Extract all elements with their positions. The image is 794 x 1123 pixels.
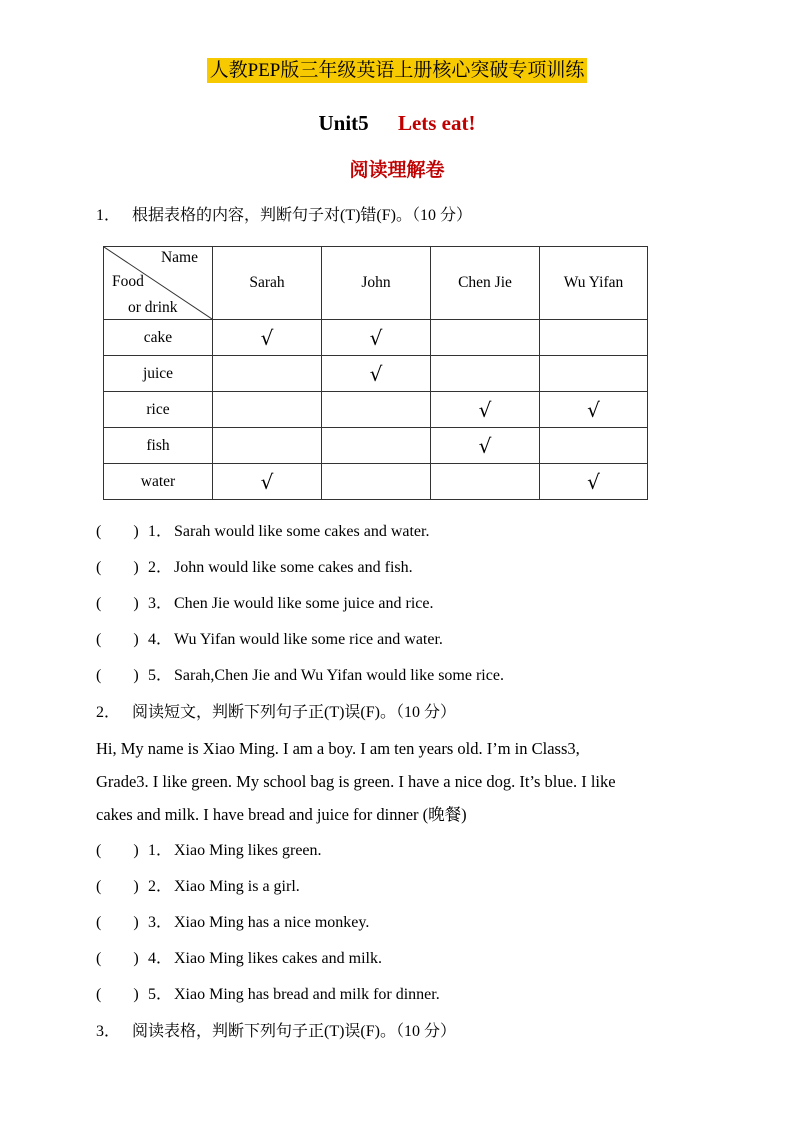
statement-number: 2． bbox=[148, 878, 173, 895]
statement-item bbox=[96, 838, 322, 864]
section2-instruction: 阅读短文，判断下列句子正(T)误(F)。（10 分） bbox=[132, 704, 456, 721]
statement-text: Chen Jie would like some juice and rice. bbox=[174, 595, 434, 612]
row-label: fish bbox=[104, 428, 213, 464]
row-label: cake bbox=[104, 320, 213, 356]
check-cell: √ bbox=[540, 392, 648, 428]
corner-label-name: Name bbox=[160, 249, 198, 266]
statement-text: Xiao Ming has bread and milk for dinner. bbox=[174, 986, 440, 1003]
statement-text: Sarah would like some cakes and water. bbox=[174, 523, 430, 540]
corner-label-drink: or drink bbox=[128, 299, 178, 316]
column-header: Sarah bbox=[213, 247, 322, 320]
statement-text: Sarah,Chen Jie and Wu Yifan would like some rice. bbox=[174, 667, 504, 684]
passage-line: Hi, My name is Xiao Ming. I am a boy. I am ten years old. I’m in Class3, bbox=[96, 739, 580, 758]
check-cell bbox=[431, 356, 540, 392]
statement-number: 4． bbox=[148, 950, 173, 967]
section3-instruction: 阅读表格，判断下列句子正(T)误(F)。（10 分） bbox=[132, 1023, 456, 1040]
check-cell bbox=[431, 320, 540, 356]
check-cell bbox=[322, 464, 431, 500]
column-header: John bbox=[322, 247, 431, 320]
statement-item bbox=[96, 910, 369, 936]
row-label: rice bbox=[104, 392, 213, 428]
statement-text: John would like some cakes and fish. bbox=[174, 559, 413, 576]
section1-heading bbox=[96, 203, 472, 229]
section1-instruction: 根据表格的内容，判断句子对(T)错(F)。（10 分） bbox=[132, 207, 472, 224]
statement-item bbox=[96, 663, 504, 689]
reading-passage bbox=[96, 732, 706, 831]
banner-text: 人教PEP版三年级英语上册核心突破专项训练 bbox=[207, 58, 588, 83]
food-preference-table bbox=[103, 246, 648, 500]
check-cell: √ bbox=[540, 464, 648, 500]
table-row bbox=[104, 428, 648, 464]
section2-number: 2． bbox=[96, 704, 121, 721]
statement-item bbox=[96, 874, 300, 900]
statement-number: 5． bbox=[148, 667, 173, 684]
statement-item bbox=[96, 627, 443, 653]
statement-item bbox=[96, 982, 440, 1008]
statement-text: Xiao Ming is a girl. bbox=[174, 878, 300, 895]
check-cell bbox=[431, 464, 540, 500]
check-cell bbox=[322, 392, 431, 428]
check-cell bbox=[540, 428, 648, 464]
unit-title: Lets eat! bbox=[397, 111, 476, 135]
passage-line: cakes and milk. I have bread and juice for dinner (晚餐) bbox=[96, 805, 467, 824]
check-cell bbox=[322, 428, 431, 464]
answer-blank[interactable]: ( ) bbox=[96, 523, 139, 540]
statement-number: 5． bbox=[148, 986, 173, 1003]
section3-number: 3． bbox=[96, 1023, 121, 1040]
statement-number: 3． bbox=[148, 595, 173, 612]
table-corner-cell bbox=[104, 247, 213, 320]
worksheet-banner bbox=[0, 54, 794, 88]
check-cell: √ bbox=[431, 428, 540, 464]
check-cell bbox=[540, 356, 648, 392]
section3-heading bbox=[96, 1019, 456, 1045]
table-row bbox=[104, 392, 648, 428]
statement-number: 1． bbox=[148, 523, 173, 540]
section1-number: 1． bbox=[96, 207, 121, 224]
passage-line: Grade3. I like green. My school bag is green. I have a nice dog. It’s blue. I like bbox=[96, 772, 616, 791]
table-header-row bbox=[104, 247, 648, 320]
unit-heading bbox=[0, 106, 794, 140]
answer-blank[interactable]: ( ) bbox=[96, 950, 139, 967]
statement-item bbox=[96, 555, 413, 581]
statement-number: 1． bbox=[148, 842, 173, 859]
paper-subtitle: 阅读理解卷 bbox=[349, 159, 445, 181]
check-cell: √ bbox=[322, 356, 431, 392]
check-cell: √ bbox=[213, 320, 322, 356]
statement-text: Xiao Ming has a nice monkey. bbox=[174, 914, 370, 931]
check-cell bbox=[213, 428, 322, 464]
row-label: juice bbox=[104, 356, 213, 392]
answer-blank[interactable]: ( ) bbox=[96, 986, 139, 1003]
statement-text: Xiao Ming likes green. bbox=[174, 842, 322, 859]
answer-blank[interactable]: ( ) bbox=[96, 914, 139, 931]
answer-blank[interactable]: ( ) bbox=[96, 631, 139, 648]
corner-label-food: Food bbox=[112, 273, 144, 290]
statement-text: Xiao Ming likes cakes and milk. bbox=[174, 950, 382, 967]
statement-item bbox=[96, 591, 433, 617]
check-cell bbox=[540, 320, 648, 356]
check-cell bbox=[213, 356, 322, 392]
statement-number: 3． bbox=[148, 914, 173, 931]
table-row bbox=[104, 356, 648, 392]
check-cell: √ bbox=[431, 392, 540, 428]
answer-blank[interactable]: ( ) bbox=[96, 559, 139, 576]
table-row bbox=[104, 320, 648, 356]
table-row bbox=[104, 464, 648, 500]
answer-blank[interactable]: ( ) bbox=[96, 667, 139, 684]
statement-text: Wu Yifan would like some rice and water. bbox=[174, 631, 443, 648]
statement-item bbox=[96, 519, 429, 545]
statement-number: 4． bbox=[148, 631, 173, 648]
check-cell: √ bbox=[213, 464, 322, 500]
statement-item bbox=[96, 946, 382, 972]
section2-heading bbox=[96, 700, 456, 726]
statement-number: 2． bbox=[148, 559, 173, 576]
unit-number: Unit5 bbox=[318, 111, 369, 135]
check-cell: √ bbox=[322, 320, 431, 356]
answer-blank[interactable]: ( ) bbox=[96, 842, 139, 859]
row-label: water bbox=[104, 464, 213, 500]
column-header: Wu Yifan bbox=[540, 247, 648, 320]
column-header: Chen Jie bbox=[431, 247, 540, 320]
check-cell bbox=[213, 392, 322, 428]
answer-blank[interactable]: ( ) bbox=[96, 595, 139, 612]
answer-blank[interactable]: ( ) bbox=[96, 878, 139, 895]
